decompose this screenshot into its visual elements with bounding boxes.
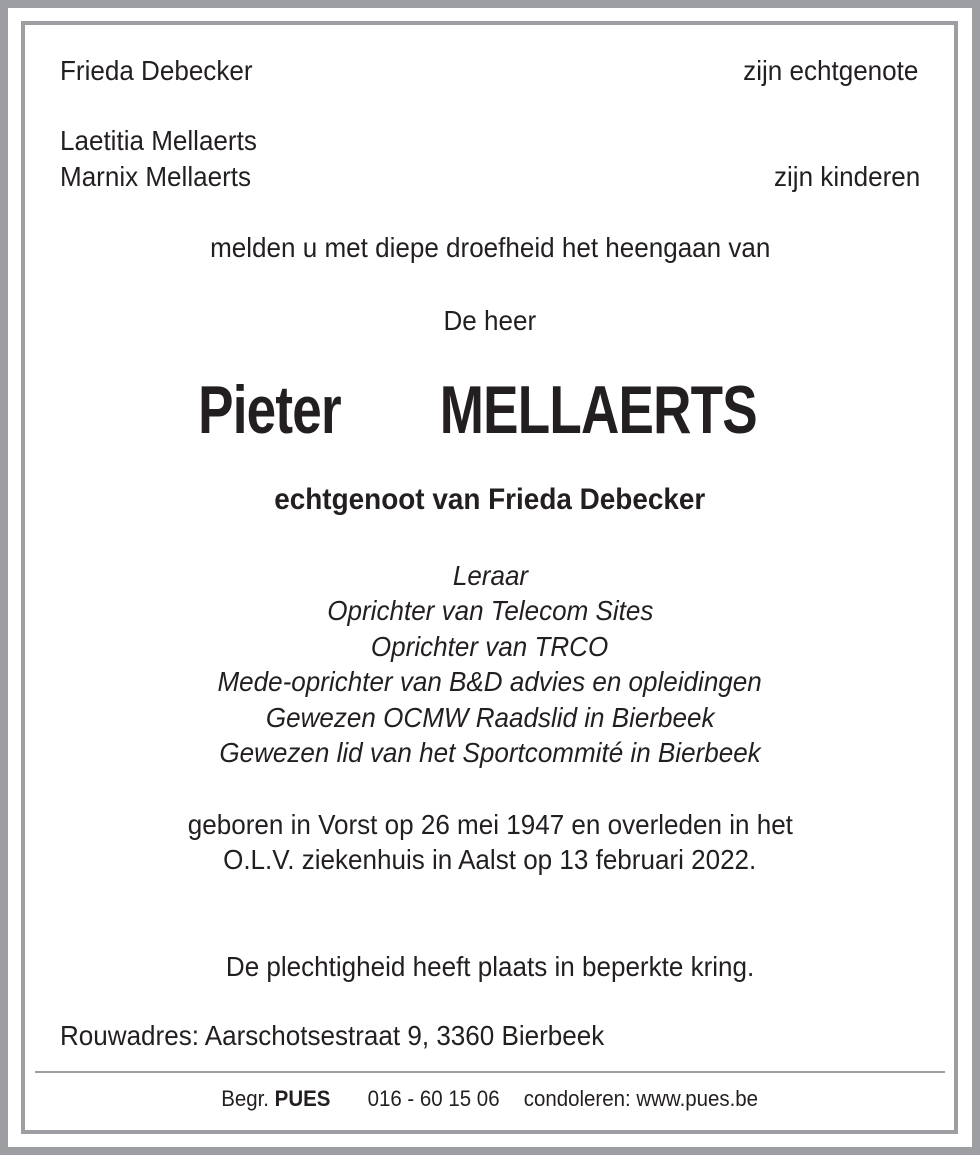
mourning-address-text: Rouwadres: Aarschotsestraat 9, 3360 Bierbeek: [60, 1020, 605, 1051]
role-1: [0, 559, 980, 593]
deceased-name: [0, 372, 980, 448]
role-text: Mede-oprichter van B&D advies en opleidingen: [217, 666, 763, 697]
funeral-home-phone: 016 - 60 15 06: [367, 1086, 500, 1111]
announcement-text: melden u met diepe droefheid het heengaan van: [209, 232, 771, 263]
honorific-text: De heer: [443, 305, 537, 336]
funeral-home-footer: [0, 1084, 980, 1114]
spouse-name: [60, 54, 267, 88]
life-text: O.L.V. ziekenhuis in Aalst op 13 februari 2022.: [223, 844, 757, 875]
spouse-name-text: Frieda Debecker: [60, 55, 253, 86]
ceremony-text: De plechtigheid heeft plaats in beperkte kring.: [225, 951, 755, 982]
ceremony-note: [0, 950, 980, 984]
child-name-1-text: Laetitia Mellaerts: [60, 125, 257, 156]
deceased-last-name: MELLAERTS: [439, 372, 758, 448]
child-name-1: [60, 124, 272, 158]
role-2: [0, 594, 980, 628]
life-text: geboren in Vorst op 26 mei 1947 en overleden in het: [187, 809, 793, 840]
condolence-link[interactable]: condoleren: www.pues.be: [524, 1086, 759, 1111]
child-name-2: [60, 160, 265, 194]
spouse-subtitle-text: echtgenoot van Frieda Debecker: [274, 483, 706, 516]
announcement: [0, 231, 980, 265]
role-text: Gewezen lid van het Sportcommité in Bierbeek: [219, 737, 761, 768]
honorific: [0, 304, 980, 338]
role-text: Oprichter van Telecom Sites: [326, 595, 654, 626]
footer-content: [222, 1084, 759, 1114]
children-relation: [763, 160, 920, 194]
footer-prefix: Begr.: [221, 1086, 270, 1111]
children-relation-text: zijn kinderen: [773, 161, 920, 192]
role-6: [0, 736, 980, 770]
separator-line: [35, 1071, 945, 1073]
spouse-relation: [730, 54, 918, 88]
role-text: Leraar: [452, 560, 528, 591]
role-3: [0, 630, 980, 664]
life-line-1: [0, 808, 980, 842]
life-line-2: [0, 843, 980, 877]
funeral-home-name: PUES: [275, 1086, 331, 1111]
mourning-address: [60, 1019, 645, 1053]
role-4: [0, 665, 980, 699]
spouse-relation-text: zijn echtgenote: [742, 55, 918, 86]
spouse-subtitle: [0, 483, 980, 517]
deceased-first-name: Pieter: [198, 372, 342, 448]
role-text: Oprichter van TRCO: [371, 631, 609, 662]
child-name-2-text: Marnix Mellaerts: [60, 161, 252, 192]
role-text: Gewezen OCMW Raadslid in Bierbeek: [265, 702, 715, 733]
role-5: [0, 701, 980, 735]
